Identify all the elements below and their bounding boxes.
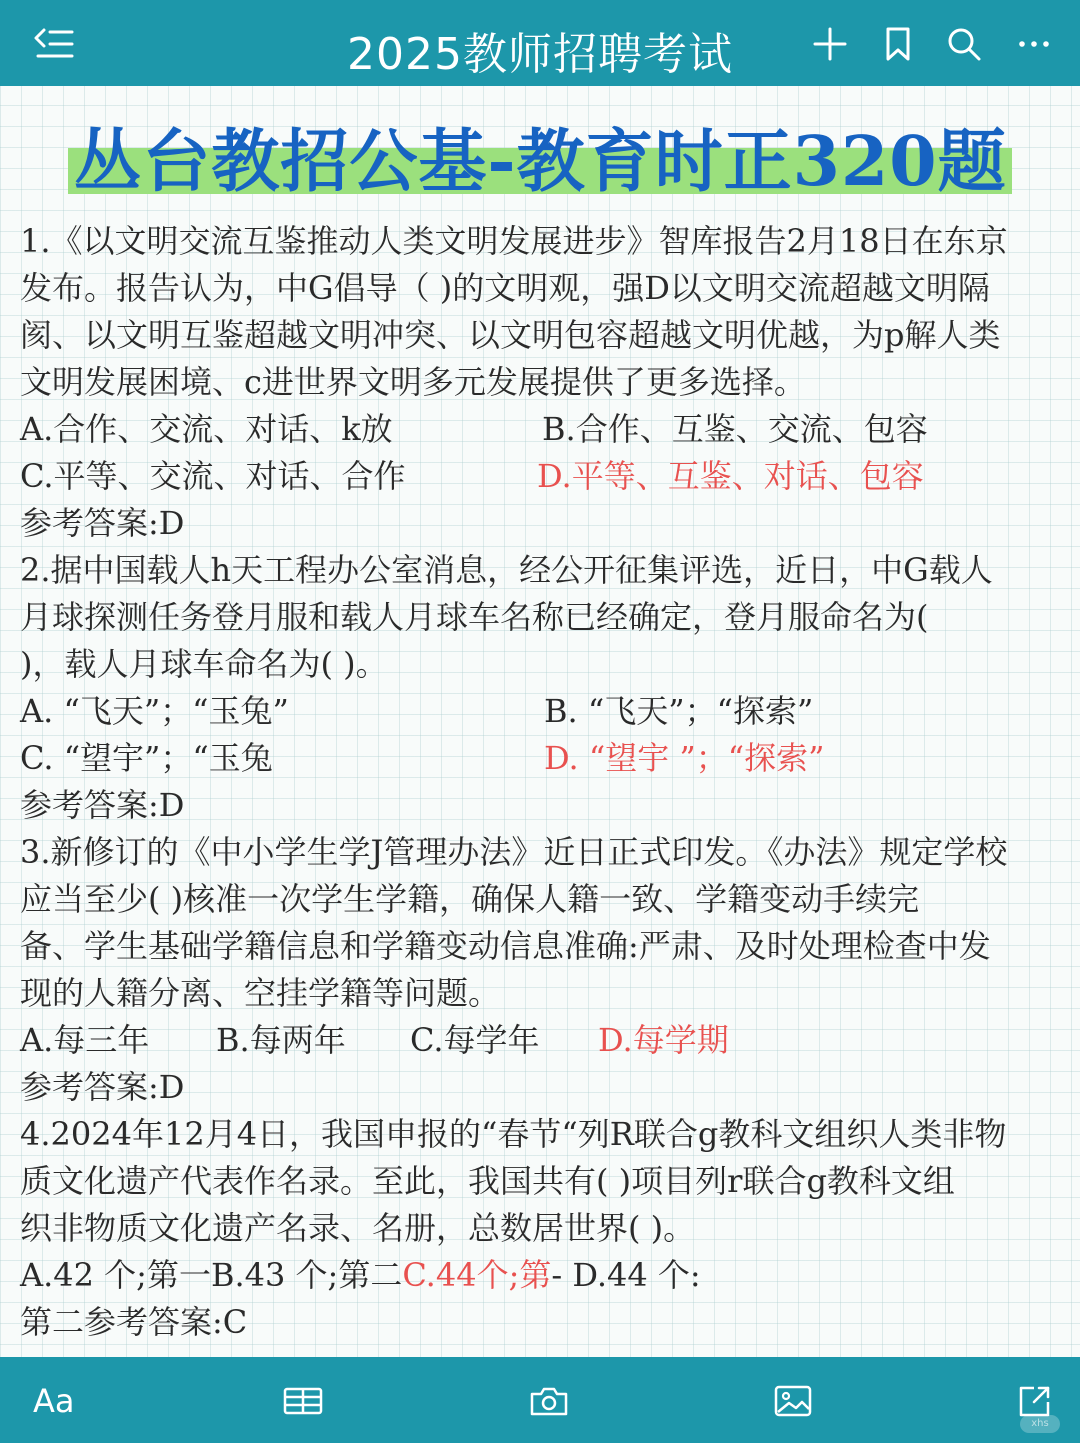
q3-option-c: C.每学年 xyxy=(410,1021,540,1059)
question-1-line-3: 阂、以文明互鉴超越文明冲突、以文明包容超越文明优越，为p解人类 xyxy=(20,316,1001,354)
top-app-bar xyxy=(0,0,1080,86)
plus-icon[interactable] xyxy=(810,24,850,64)
question-3-line-1: 3.新修订的《中小学生学J管理办法》近日正式印发。《办法》规定学校 xyxy=(20,833,1008,871)
question-3-answer: 参考答案:D xyxy=(20,1068,185,1106)
note-heading-block xyxy=(0,108,1080,202)
q3-option-d: D.每学期 xyxy=(598,1021,729,1059)
question-2-answer: 参考答案:D xyxy=(20,786,185,824)
q1-option-b: B.合作、互鉴、交流、包容 xyxy=(542,410,928,448)
question-1-options-row-1 xyxy=(20,406,1070,453)
question-1-answer: 参考答案:D xyxy=(20,504,185,542)
q2-option-d: D. “望宇 ”；“探索” xyxy=(544,739,825,777)
question-3-line-4: 现的人籍分离、空挂学籍等问题。 xyxy=(20,974,501,1012)
note-heading: 丛台教招公基-教育时正320题 xyxy=(73,122,1007,202)
question-2-line-1: 2.据中国载人h天工程办公室消息，经公开征集评选，近日，中G载人 xyxy=(20,551,993,589)
question-2-options-row-2 xyxy=(20,735,1070,782)
question-1-line-4: 文明发展困境、c进世界文明多元发展提供了更多选择。 xyxy=(20,363,806,401)
search-icon[interactable] xyxy=(944,24,984,64)
q4-options-ab: A.42 个;第一B.43 个;第二 xyxy=(20,1256,403,1294)
question-2-line-3: )，载人月球车命名为( )。 xyxy=(20,645,388,683)
question-3-line-2: 应当至少( )核准一次学生学籍，确保人籍一致、学籍变动手续完 xyxy=(20,880,920,918)
more-icon[interactable] xyxy=(1014,24,1054,64)
question-1-line-2: 发布。报告认为，中G倡导（ )的文明观，强D以文明交流超越文明隔 xyxy=(20,269,990,307)
bookmark-icon[interactable] xyxy=(878,24,918,64)
q1-option-c: C.平等、交流、对话、合作 xyxy=(20,457,406,495)
question-2-line-2: 月球探测任务登月服和载人月球车名称已经确定，登月服命名为( xyxy=(20,598,929,636)
question-1-options-row-2 xyxy=(20,453,1070,500)
q1-option-d: D.平等、互鉴、对话、包容 xyxy=(537,457,924,495)
question-4-options xyxy=(20,1252,1070,1299)
q3-option-b: B.每两年 xyxy=(216,1021,346,1059)
camera-icon[interactable] xyxy=(528,1381,570,1421)
q2-option-c: C. “望宇”；“玉兔 xyxy=(20,739,273,777)
q3-option-a: A.每三年 xyxy=(20,1021,150,1059)
question-4-line-2: 质文化遗产代表作名录。至此，我国共有( )项目列r联合g教科文组 xyxy=(20,1162,955,1200)
q4-option-c: C.44个;第 xyxy=(402,1256,552,1294)
watermark-badge: xhs xyxy=(1020,1415,1060,1433)
q2-option-a: A. “飞天”；“玉兔” xyxy=(20,692,289,730)
question-4-answer: 第二参考答案:C xyxy=(20,1303,248,1341)
bottom-toolbar xyxy=(0,1357,1080,1443)
note-body xyxy=(20,218,1070,1346)
question-3-options-row xyxy=(20,1017,1070,1064)
font-style-button[interactable]: Aa xyxy=(33,1382,75,1420)
q2-option-b: B. “飞天”；“探索” xyxy=(544,692,814,730)
question-2-options-row-1 xyxy=(20,688,1070,735)
table-icon[interactable] xyxy=(282,1381,324,1421)
question-4-line-1: 4.2024年12月4日，我国申报的“春节“列R联合g教科文组织人类非物 xyxy=(20,1115,1007,1153)
question-1-line-1: 1.《以文明交流互鉴推动人类文明发展进步》智库报告2月18日在东京 xyxy=(20,222,1008,260)
question-3-line-3: 备、学生基础学籍信息和学籍变动信息准确:严肃、及时处理检查中发 xyxy=(20,927,991,965)
q4-option-d: - D.44 个: xyxy=(551,1256,701,1294)
q1-option-a: A.合作、交流、对话、k放 xyxy=(20,410,393,448)
question-4-line-3: 织非物质文化遗产名录、名册，总数居世界( )。 xyxy=(20,1209,696,1247)
image-icon[interactable] xyxy=(772,1381,814,1421)
notebook-title: 2025教师招聘考试 xyxy=(347,29,733,80)
